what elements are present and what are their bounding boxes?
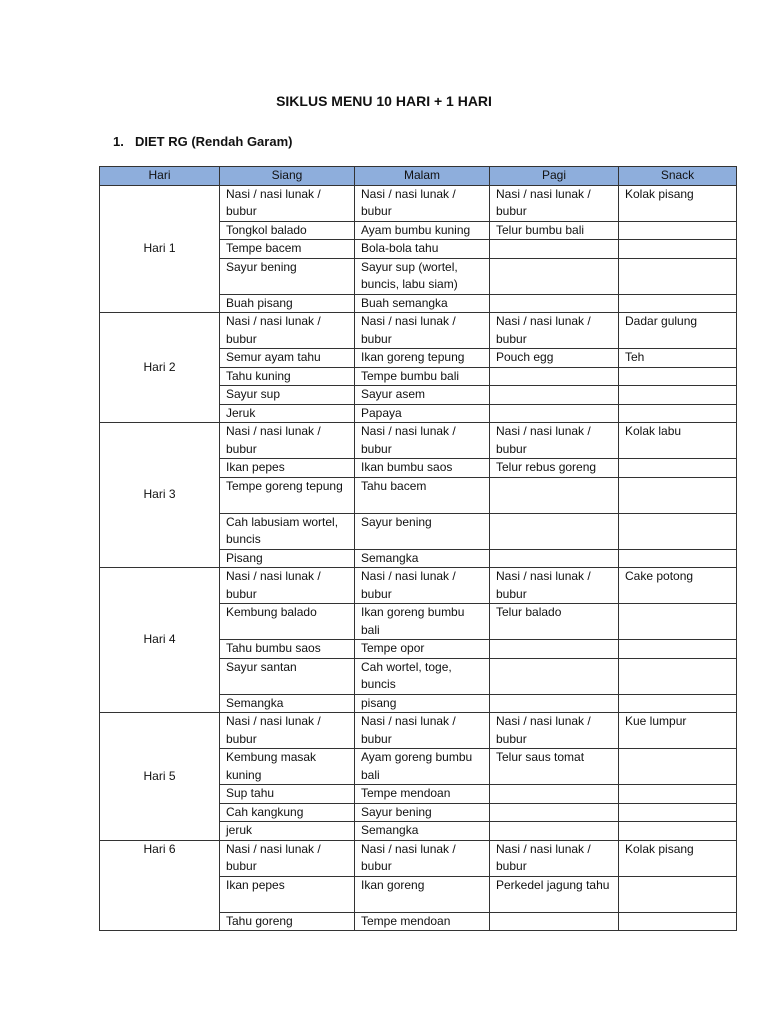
- section-number: 1.: [113, 134, 124, 149]
- cell-malam: Sayur sup (wortel, buncis, labu siam): [355, 258, 490, 294]
- cell-malam: Cah wortel, toge, buncis: [355, 658, 490, 694]
- cell-malam: Nasi / nasi lunak / bubur: [355, 713, 490, 749]
- cell-malam: Nasi / nasi lunak / bubur: [355, 840, 490, 876]
- cell-siang: Tempe goreng tepung: [220, 477, 355, 513]
- cell-siang: Nasi / nasi lunak / bubur: [220, 185, 355, 221]
- cell-siang: Tongkol balado: [220, 221, 355, 240]
- cell-snack: [619, 477, 737, 513]
- cell-malam: Ayam goreng bumbu bali: [355, 749, 490, 785]
- cell-pagi: [490, 404, 619, 423]
- cell-pagi: [490, 640, 619, 659]
- cell-pagi: Nasi / nasi lunak / bubur: [490, 313, 619, 349]
- cell-pagi: [490, 785, 619, 804]
- cell-snack: Teh: [619, 349, 737, 368]
- cell-malam: Semangka: [355, 549, 490, 568]
- day-label: Hari 2: [100, 313, 220, 423]
- cell-malam: Sayur bening: [355, 803, 490, 822]
- cell-siang: Ikan pepes: [220, 876, 355, 912]
- cell-siang: Sayur bening: [220, 258, 355, 294]
- day-label: Hari 4: [100, 568, 220, 713]
- cell-snack: [619, 258, 737, 294]
- cell-siang: Nasi / nasi lunak / bubur: [220, 313, 355, 349]
- cell-pagi: Telur balado: [490, 604, 619, 640]
- cell-snack: [619, 912, 737, 931]
- cell-malam: Buah semangka: [355, 294, 490, 313]
- cell-malam: Ayam bumbu kuning: [355, 221, 490, 240]
- cell-snack: [619, 221, 737, 240]
- cell-pagi: Nasi / nasi lunak / bubur: [490, 840, 619, 876]
- cell-malam: Ikan goreng: [355, 876, 490, 912]
- cell-snack: [619, 822, 737, 841]
- header-snack: Snack: [619, 167, 737, 186]
- cell-malam: Sayur asem: [355, 386, 490, 405]
- cell-snack: Kolak pisang: [619, 185, 737, 221]
- cell-siang: Cah kangkung: [220, 803, 355, 822]
- cell-siang: Nasi / nasi lunak / bubur: [220, 423, 355, 459]
- cell-pagi: [490, 386, 619, 405]
- cell-siang: jeruk: [220, 822, 355, 841]
- cell-malam: Tahu bacem: [355, 477, 490, 513]
- cell-siang: Nasi / nasi lunak / bubur: [220, 840, 355, 876]
- cell-snack: [619, 694, 737, 713]
- table-row: [100, 568, 737, 604]
- section-heading: [113, 134, 292, 149]
- cell-siang: Sayur santan: [220, 658, 355, 694]
- cell-snack: Kolak labu: [619, 423, 737, 459]
- table-row: [100, 185, 737, 221]
- cell-pagi: Nasi / nasi lunak / bubur: [490, 713, 619, 749]
- cell-snack: [619, 459, 737, 478]
- cell-malam: Nasi / nasi lunak / bubur: [355, 568, 490, 604]
- cell-snack: [619, 785, 737, 804]
- cell-pagi: [490, 912, 619, 931]
- day-label: Hari 6: [100, 840, 220, 931]
- cell-malam: Nasi / nasi lunak / bubur: [355, 313, 490, 349]
- cell-snack: [619, 640, 737, 659]
- cell-malam: Nasi / nasi lunak / bubur: [355, 185, 490, 221]
- cell-siang: Semangka: [220, 694, 355, 713]
- cell-snack: [619, 240, 737, 259]
- cell-pagi: Telur saus tomat: [490, 749, 619, 785]
- cell-siang: Tempe bacem: [220, 240, 355, 259]
- header-siang: Siang: [220, 167, 355, 186]
- page-title: SIKLUS MENU 10 HARI + 1 HARI: [276, 93, 492, 109]
- cell-pagi: [490, 513, 619, 549]
- cell-pagi: [490, 240, 619, 259]
- cell-siang: Ikan pepes: [220, 459, 355, 478]
- cell-siang: Kembung balado: [220, 604, 355, 640]
- table-row: [100, 313, 737, 349]
- header-pagi: Pagi: [490, 167, 619, 186]
- cell-siang: Jeruk: [220, 404, 355, 423]
- cell-siang: Pisang: [220, 549, 355, 568]
- cell-pagi: [490, 803, 619, 822]
- cell-malam: Ikan bumbu saos: [355, 459, 490, 478]
- table-row: [100, 423, 737, 459]
- cell-malam: Tempe opor: [355, 640, 490, 659]
- cell-malam: Semangka: [355, 822, 490, 841]
- cell-siang: Sayur sup: [220, 386, 355, 405]
- day-label: Hari 5: [100, 713, 220, 841]
- cell-siang: Nasi / nasi lunak / bubur: [220, 568, 355, 604]
- cell-pagi: [490, 822, 619, 841]
- cell-pagi: [490, 549, 619, 568]
- table-row: [100, 840, 737, 876]
- cell-malam: Tempe mendoan: [355, 912, 490, 931]
- cell-malam: Tempe mendoan: [355, 785, 490, 804]
- table-header-row: [100, 167, 737, 186]
- cell-pagi: Nasi / nasi lunak / bubur: [490, 423, 619, 459]
- section-label: DIET RG (Rendah Garam): [135, 134, 293, 149]
- cell-siang: Tahu bumbu saos: [220, 640, 355, 659]
- cell-snack: Cake potong: [619, 568, 737, 604]
- cell-snack: Dadar gulung: [619, 313, 737, 349]
- cell-snack: [619, 604, 737, 640]
- cell-siang: Tahu kuning: [220, 367, 355, 386]
- header-hari: Hari: [100, 167, 220, 186]
- cell-pagi: [490, 258, 619, 294]
- table-row: [100, 713, 737, 749]
- cell-snack: [619, 803, 737, 822]
- cell-malam: Papaya: [355, 404, 490, 423]
- cell-pagi: Nasi / nasi lunak / bubur: [490, 568, 619, 604]
- cell-pagi: Telur bumbu bali: [490, 221, 619, 240]
- cell-pagi: Telur rebus goreng: [490, 459, 619, 478]
- day-label: Hari 3: [100, 423, 220, 568]
- cell-snack: [619, 294, 737, 313]
- cell-snack: [619, 749, 737, 785]
- cell-malam: Nasi / nasi lunak / bubur: [355, 423, 490, 459]
- cell-pagi: Pouch egg: [490, 349, 619, 368]
- cell-pagi: [490, 658, 619, 694]
- cell-snack: [619, 367, 737, 386]
- cell-pagi: [490, 694, 619, 713]
- cell-snack: [619, 513, 737, 549]
- cell-snack: [619, 386, 737, 405]
- day-label: Hari 1: [100, 185, 220, 313]
- menu-table-body: [100, 185, 737, 931]
- cell-siang: Kembung masak kuning: [220, 749, 355, 785]
- cell-siang: Nasi / nasi lunak / bubur: [220, 713, 355, 749]
- cell-siang: Cah labusiam wortel, buncis: [220, 513, 355, 549]
- cell-malam: Sayur bening: [355, 513, 490, 549]
- cell-pagi: [490, 477, 619, 513]
- header-malam: Malam: [355, 167, 490, 186]
- cell-pagi: [490, 367, 619, 386]
- cell-pagi: [490, 294, 619, 313]
- cell-snack: Kue lumpur: [619, 713, 737, 749]
- cell-malam: pisang: [355, 694, 490, 713]
- cell-malam: Ikan goreng tepung: [355, 349, 490, 368]
- cell-pagi: Perkedel jagung tahu: [490, 876, 619, 912]
- menu-table: [99, 166, 737, 931]
- cell-pagi: Nasi / nasi lunak / bubur: [490, 185, 619, 221]
- cell-malam: Bola-bola tahu: [355, 240, 490, 259]
- cell-malam: Tempe bumbu bali: [355, 367, 490, 386]
- cell-malam: Ikan goreng bumbu bali: [355, 604, 490, 640]
- cell-snack: [619, 658, 737, 694]
- cell-snack: Kolak pisang: [619, 840, 737, 876]
- cell-siang: Semur ayam tahu: [220, 349, 355, 368]
- cell-siang: Sup tahu: [220, 785, 355, 804]
- cell-snack: [619, 876, 737, 912]
- cell-siang: Buah pisang: [220, 294, 355, 313]
- cell-siang: Tahu goreng: [220, 912, 355, 931]
- cell-snack: [619, 549, 737, 568]
- cell-snack: [619, 404, 737, 423]
